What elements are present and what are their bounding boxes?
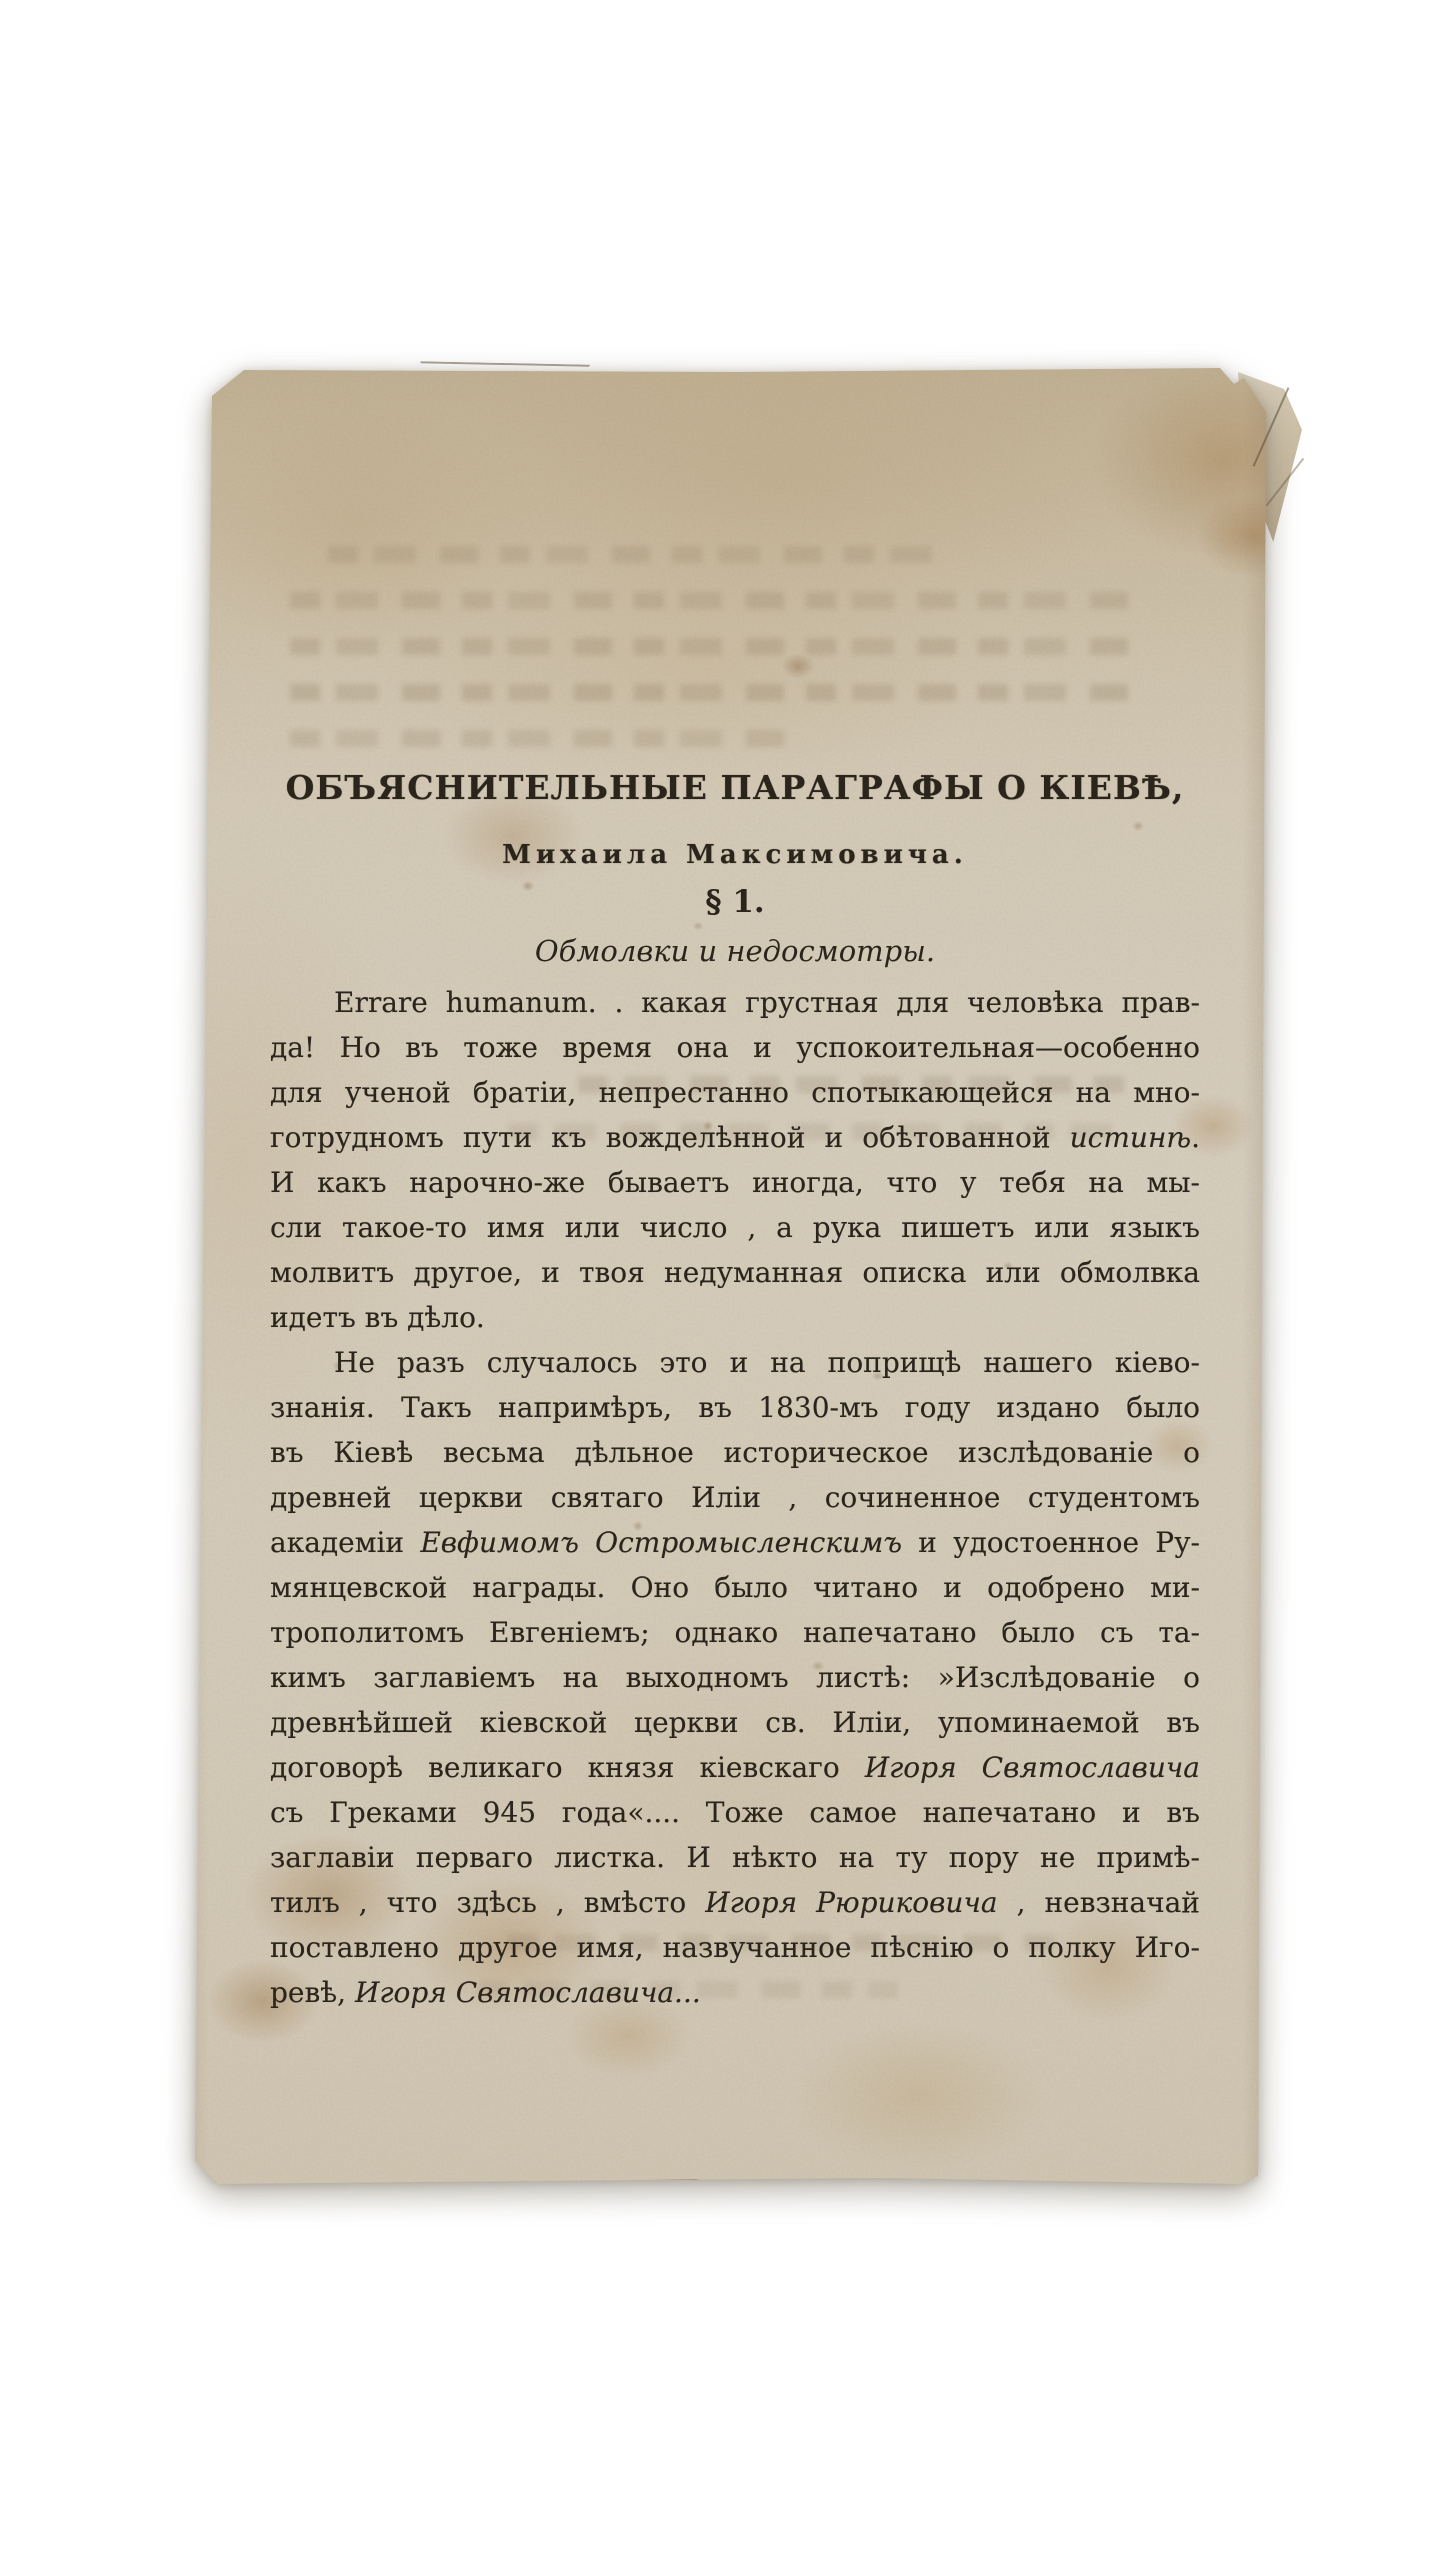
paper-grain-texture (178, 366, 1270, 2184)
book-page-shadow (178, 366, 1270, 2184)
book-page (178, 366, 1270, 2184)
